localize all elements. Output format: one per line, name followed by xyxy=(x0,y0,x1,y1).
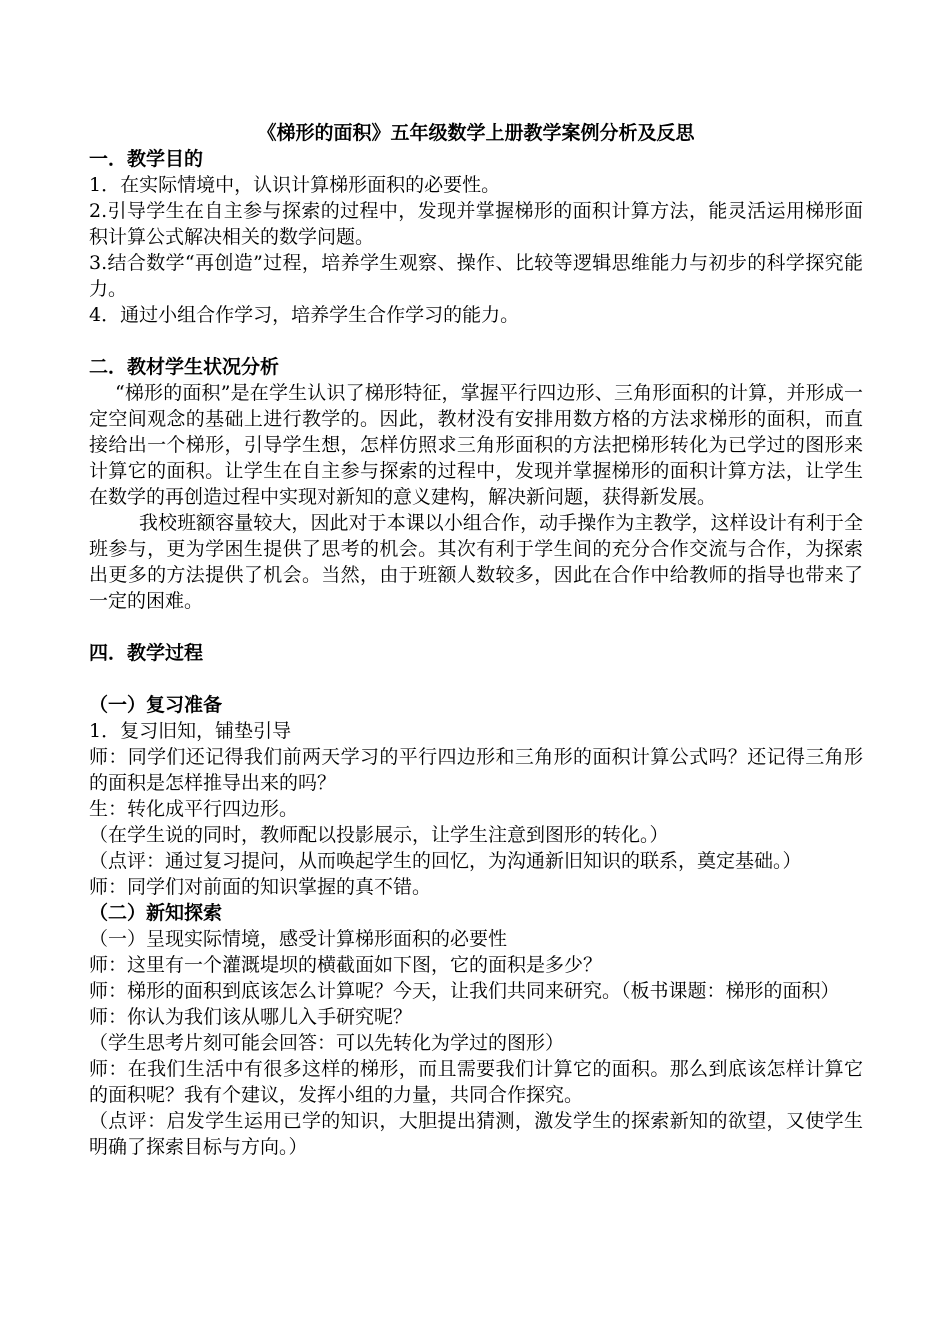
explore-line-6: 师：在我们生活中有很多这样的梯形，而且需要我们计算它的面积。那么到底该怎样计算它的面积呢？我有个建议，发挥小组的力量，共同合作探究。 xyxy=(89,1058,863,1106)
subsection-heading-explore: （二）新知探索 xyxy=(89,902,223,924)
review-line-5: （点评：通过复习提问，从而唤起学生的回忆，为沟通新旧知识的联系，奠定基础。） xyxy=(89,850,802,872)
explore-line-5: （学生思考片刻可能会回答：可以先转化为学过的图形） xyxy=(89,1032,565,1054)
review-line-3: 生：转化成平行四边形。 xyxy=(89,798,299,820)
review-line-4: （在学生说的同时，教师配以投影展示，让学生注意到图形的转化。） xyxy=(89,824,669,846)
review-line-2: 师：同学们还记得我们前两天学习的平行四边形和三角形的面积计算公式吗？还记得三角形的面积是怎样推导出来的吗？ xyxy=(89,746,863,794)
section-heading-material-analysis: 二．教材学生状况分析 xyxy=(89,356,280,378)
explore-line-3: 师：梯形的面积到底该怎么计算呢？今天，让我们共同来研究。（板书课题：梯形的面积） xyxy=(89,980,840,1002)
goal-item-2: 2.引导学生在自主参与探索的过程中，发现并掌握梯形的面积计算方法，能灵活运用梯形面积计算公式解决相关的数学问题。 xyxy=(89,200,863,248)
explore-line-7: （点评：启发学生运用已学的知识，大胆提出猜测，激发学生的探索新知的欲望，又使学生明确了探索目标与方向。） xyxy=(89,1110,863,1158)
explore-line-1: （一）呈现实际情境，感受计算梯形面积的必要性 xyxy=(89,928,508,950)
spacer xyxy=(89,614,863,640)
section-heading-teaching-process: 四．教学过程 xyxy=(89,642,204,664)
subsection-heading-review: （一）复习准备 xyxy=(89,694,223,716)
section-heading-teaching-goals: 一．教学目的 xyxy=(89,148,204,170)
explore-line-4: 师：你认为我们该从哪儿入手研究呢？ xyxy=(89,1006,413,1028)
document-page xyxy=(89,120,863,1160)
goal-item-1: 1．在实际情境中，认识计算梯形面积的必要性。 xyxy=(89,174,501,196)
review-line-1: 1．复习旧知，铺垫引导 xyxy=(89,720,292,742)
goal-item-3: 3.结合数学“再创造”过程，培养学生观察、操作、比较等逻辑思维能力与初步的科学探究能力。 xyxy=(89,252,863,300)
document-title: 《梯形的面积》五年级数学上册教学案例分析及反思 xyxy=(257,122,695,144)
spacer xyxy=(89,666,863,692)
spacer xyxy=(89,328,863,354)
analysis-paragraph-1: “梯形的面积”是在学生认识了梯形特征，掌握平行四边形、三角形面积的计算，并形成一定空间观念的基础上进行教学的。因此，教材没有安排用数方格的方法求梯形的面积，而直接给出一个梯形，引导学生想，怎样仿照求三角形面积的方法把梯形转化为已学过的图形来计算它的面积。让学生在自主参与探索的过程中，发现并掌握梯形的面积计算方法，让学生在数学的再创造过程中实现对新知的意义建构，解决新问题，获得新发展。 xyxy=(89,382,863,508)
analysis-paragraph-2: 我校班额容量较大，因此对于本课以小组合作，动手操作为主教学，这样设计有利于全班参与，更为学困生提供了思考的机会。其次有利于学生间的充分合作交流与合作，为探索出更多的方法提供了机会。当然，由于班额人数较多，因此在合作中给教师的指导也带来了一定的困难。 xyxy=(89,512,863,612)
goal-item-4: 4．通过小组合作学习，培养学生合作学习的能力。 xyxy=(89,304,520,326)
review-line-6: 师：同学们对前面的知识掌握的真不错。 xyxy=(89,876,432,898)
explore-line-2: 师：这里有一个灌溉堤坝的横截面如下图，它的面积是多少？ xyxy=(89,954,603,976)
